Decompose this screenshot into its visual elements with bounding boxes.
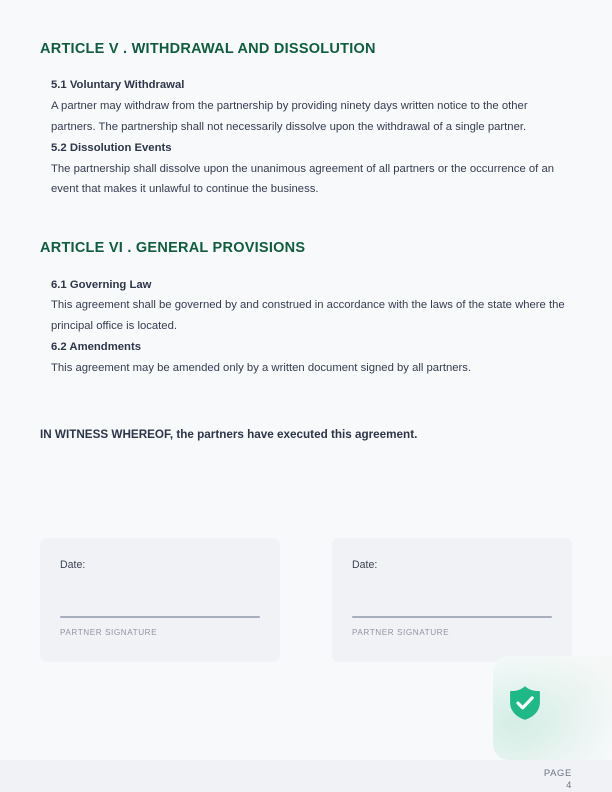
article-v-sections <box>40 58 572 200</box>
date-label-right: Date: <box>352 559 378 571</box>
signature-block-right[interactable] <box>332 538 572 662</box>
section-body-6-1: This agreement shall be governed by and construed in accordance with the laws of the state where the principal office is located. <box>51 299 565 333</box>
section-title-6-1: 6.1 Governing Law <box>51 278 152 291</box>
signature-caption-right: PARTNER SIGNATURE <box>352 628 450 637</box>
section-body-5-2: The partnership shall dissolve upon the unanimous agreement of all partners or the occurrence of an event that makes it unlawful to continue the business. <box>51 162 555 196</box>
section-title-5-1: 5.1 Voluntary Withdrawal <box>51 79 185 92</box>
signature-line-left[interactable] <box>60 616 260 618</box>
article-heading-vi: ARTICLE VI . GENERAL PROVISIONS <box>40 240 306 257</box>
article-heading-v: ARTICLE V . WITHDRAWAL AND DISSOLUTION <box>40 41 376 57</box>
signature-line-right[interactable] <box>352 616 552 618</box>
signature-caption-left: PARTNER SIGNATURE <box>60 628 158 637</box>
shield-check-icon <box>506 684 544 722</box>
signature-block-left[interactable] <box>40 538 280 662</box>
verification-badge-panel[interactable] <box>493 656 612 760</box>
section-title-6-2: 6.2 Amendments <box>51 340 141 353</box>
document-content <box>40 0 572 442</box>
signature-blocks-row <box>40 538 572 662</box>
article-section-v <box>40 0 572 200</box>
section-body-5-1: A partner may withdraw from the partnership by providing ninety days written notice to the other partners. The partnership shall not necessarily dissolve upon the withdrawal of a single partner. <box>51 100 528 133</box>
witness-statement: IN WITNESS WHEREOF, the partners have executed this agreement. <box>40 427 418 441</box>
section-title-5-2: 5.2 Dissolution Events <box>51 141 172 154</box>
page-word-label: PAGE <box>543 767 572 778</box>
page-number-value: 4 <box>566 778 572 790</box>
article-section-vi <box>40 200 572 378</box>
article-vi-sections <box>40 258 572 379</box>
date-label-left: Date: <box>60 559 86 571</box>
page-number-indicator <box>0 767 612 790</box>
section-body-6-2: This agreement may be amended only by a written document signed by all partners. <box>51 361 472 374</box>
